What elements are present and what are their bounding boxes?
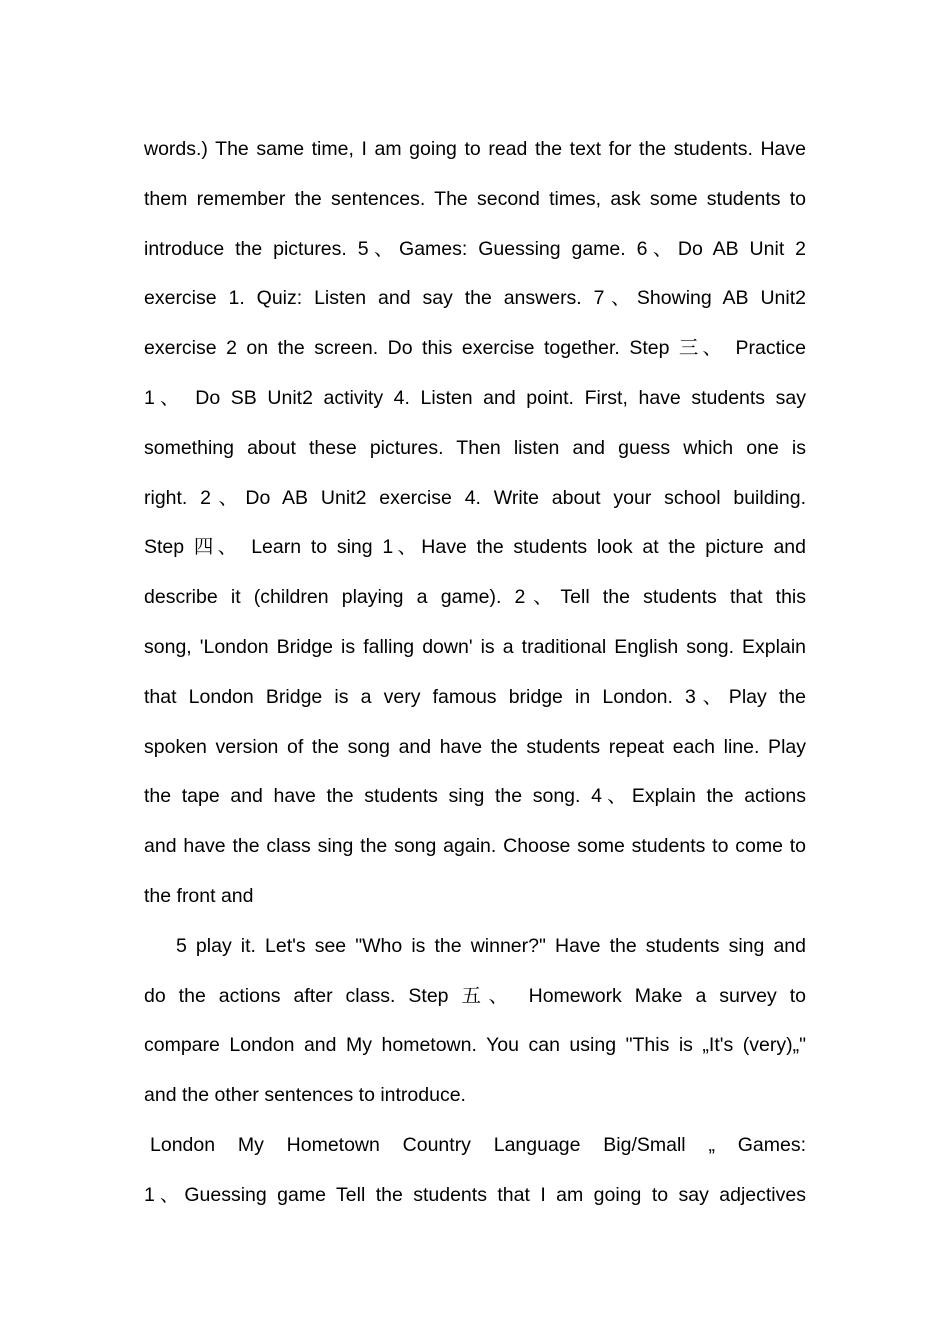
- text-line: the front and: [144, 884, 254, 907]
- text-line: London My Hometown Country Language Big/Small „ Games:: [150, 1133, 806, 1156]
- text-line: and the other sentences to introduce.: [144, 1084, 466, 1107]
- text-line: that London Bridge is a very famous bridge in London. 3、Play the: [144, 685, 806, 708]
- text-line: spoken version of the song and have the students repeat each line. Play: [144, 735, 806, 758]
- text-line: exercise 2 on the screen. Do this exercise together. Step 三、 Practice: [144, 337, 806, 360]
- text-line: 5 play it. Let's see "Who is the winner?" Have the students sing and: [176, 934, 806, 957]
- text-line: words.) The same time, I am going to read the text for the students. Have: [144, 138, 806, 160]
- body-text: [144, 125, 806, 1221]
- text-line: compare London and My hometown. You can using "This is „It's (very)„": [144, 1034, 806, 1057]
- text-line: right. 2、Do AB Unit2 exercise 4. Write about your school building.: [144, 486, 806, 509]
- text-line: and have the class sing the song again. Choose some students to come to: [144, 835, 806, 858]
- text-line: the tape and have the students sing the song. 4、Explain the actions: [144, 785, 806, 808]
- text-line: do the actions after class. Step 五、 Homework Make a survey to: [144, 984, 806, 1007]
- text-line: introduce the pictures. 5、Games: Guessing game. 6、Do AB Unit 2: [144, 237, 806, 260]
- text-line: something about these pictures. Then listen and guess which one is: [144, 436, 806, 459]
- text-line: 1、 Do SB Unit2 activity 4. Listen and point. First, have students say: [144, 386, 806, 409]
- text-line: 1、Guessing game Tell the students that I am going to say adjectives: [144, 1183, 806, 1206]
- text-line: describe it (children playing a game). 2、Tell the students that this: [144, 586, 806, 609]
- text-line: them remember the sentences. The second times, ask some students to: [144, 187, 806, 210]
- text-line: exercise 1. Quiz: Listen and say the answers. 7、Showing AB Unit2: [144, 287, 806, 310]
- text-line: song, 'London Bridge is falling down' is a traditional English song. Explain: [144, 635, 806, 658]
- text-line: Step 四、 Learn to sing 1、Have the students look at the picture and: [144, 536, 806, 559]
